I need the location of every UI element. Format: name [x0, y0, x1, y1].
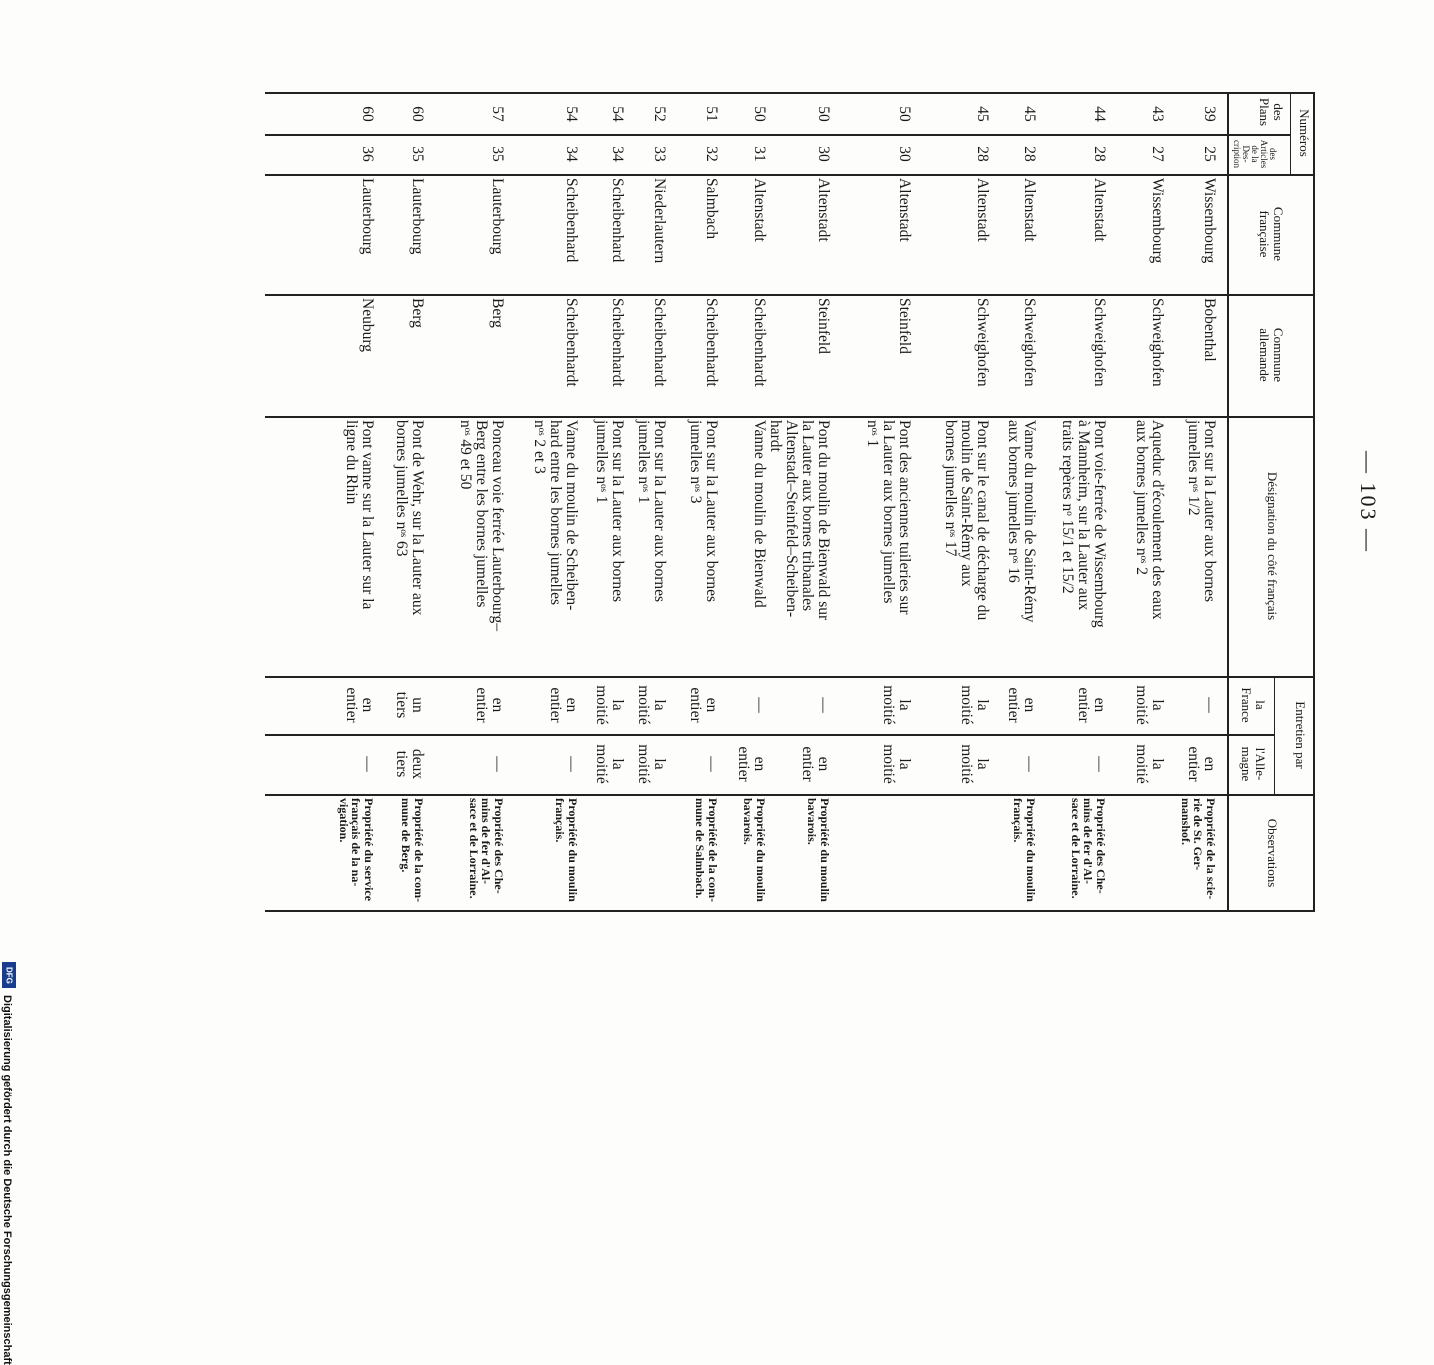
- cell-line: la: [609, 758, 626, 770]
- cell-line: —: [563, 756, 580, 772]
- cell-line: en: [563, 697, 580, 713]
- cell-line: Pont sur la Lauter aux bornes: [703, 420, 720, 603]
- cell-line: Pont sur le canal de décharge du: [974, 420, 991, 621]
- cell-line: manshof.: [1179, 798, 1193, 846]
- cell-line: Propriété de la scie-: [1204, 798, 1218, 900]
- description-table: [265, 92, 1315, 912]
- cell-line: entier: [799, 746, 816, 782]
- cell-line: 35: [489, 146, 506, 162]
- header-label: Articles: [1259, 139, 1269, 169]
- column-rule: [265, 416, 1315, 418]
- cell-line: bavarois.: [741, 798, 756, 845]
- cell-line: Schweighofen: [974, 298, 991, 387]
- column-rule: [265, 92, 1315, 94]
- cell-line: Scheibenhardt: [751, 298, 768, 387]
- cell-line: 35: [409, 146, 426, 162]
- cell-line: aux bornes jumelles nᵒˢ 16: [1005, 420, 1022, 583]
- cell-line: 54: [609, 106, 626, 122]
- cell-line: vigation.: [337, 798, 351, 843]
- cell-line: Altenstadt: [896, 178, 913, 242]
- cell-line: 27: [1149, 146, 1166, 162]
- cell-line: Scheibenhardt: [609, 298, 626, 387]
- cell-line: 54: [563, 106, 580, 122]
- header-label: Numéros: [1297, 109, 1312, 157]
- cell-line: la: [974, 758, 991, 770]
- cell-line: Bobenthal: [1201, 298, 1218, 362]
- column-rule: [265, 294, 1315, 296]
- cell-line: Pont du moulin de Bienwald sur: [815, 420, 832, 621]
- cell-line: la: [651, 699, 668, 711]
- header-label: allemande: [1257, 328, 1272, 382]
- cell-line: —: [359, 756, 376, 772]
- cell-line: 28: [1021, 146, 1038, 162]
- cell-line: sace et de Lorraine.: [1069, 798, 1083, 899]
- cell-line: 36: [359, 146, 376, 162]
- cell-line: français de la na-: [349, 798, 364, 887]
- cell-line: entier: [1185, 746, 1202, 782]
- cell-line: 50: [896, 106, 913, 122]
- cell-line: 52: [651, 106, 668, 122]
- cell-line: —: [751, 697, 768, 713]
- cell-line: Schweighofen: [1091, 298, 1108, 387]
- cell-line: Schweighofen: [1021, 298, 1038, 387]
- cell-line: Propriété des Che-: [492, 798, 506, 894]
- header-label: Des-: [1241, 145, 1251, 163]
- cell-line: français.: [1011, 798, 1026, 843]
- cell-line: la: [651, 758, 668, 770]
- cell-line: traits repères nᵒ 15/1 et 15/2: [1059, 420, 1076, 594]
- cell-line: moitié: [880, 744, 897, 784]
- header-label: des: [1271, 103, 1286, 121]
- cell-line: moitié: [635, 744, 652, 784]
- cell-line: Altenstadt: [815, 178, 832, 242]
- header-subrule: [1290, 92, 1291, 174]
- cell-line: —: [703, 756, 720, 772]
- cell-line: nᵒˢ 1: [864, 420, 881, 448]
- cell-line: Vanne du moulin de Bienwald: [751, 420, 768, 608]
- cell-line: 51: [703, 106, 720, 122]
- header-label: France: [1239, 687, 1254, 723]
- cell-line: Pont sur la Lauter aux bornes: [651, 420, 668, 603]
- cell-line: entier: [735, 746, 752, 782]
- cell-line: Pont des anciennes tuileries sur: [896, 420, 913, 615]
- cell-line: 31: [751, 146, 768, 162]
- cell-line: la: [609, 699, 626, 711]
- cell-line: Altenstadt: [1091, 178, 1108, 242]
- cell-line: Altenstadt: [974, 178, 991, 242]
- cell-line: 28: [1091, 146, 1108, 162]
- cell-line: Vanne du moulin de Scheiben-: [563, 420, 580, 611]
- cell-line: sace et de Lorraine.: [467, 798, 481, 899]
- cell-line: jumelles nᵒˢ 1: [635, 420, 652, 504]
- cell-line: Aqueduc d'écoulement des eaux: [1149, 420, 1166, 620]
- header-label: Entretien par: [1293, 701, 1308, 769]
- cell-line: 45: [1021, 106, 1038, 122]
- cell-line: Propriété du moulin: [566, 798, 580, 902]
- cell-line: la: [974, 699, 991, 711]
- cell-line: jumelles nᵒˢ 1: [593, 420, 610, 504]
- cell-line: jumelles nᵒˢ 1/2: [1185, 420, 1202, 516]
- cell-line: moitié: [593, 744, 610, 784]
- cell-line: en: [489, 697, 506, 713]
- cell-line: entier: [687, 687, 704, 723]
- cell-line: moitié: [958, 744, 975, 784]
- cell-line: français.: [553, 798, 568, 843]
- cell-line: Berg: [489, 298, 506, 328]
- cell-line: Pont sur la Lauter aux bornes: [1201, 420, 1218, 603]
- cell-line: la: [1149, 758, 1166, 770]
- dfg-logo: DFG: [2, 962, 16, 988]
- header-label: française: [1257, 210, 1272, 258]
- cell-line: la: [896, 758, 913, 770]
- cell-line: 33: [651, 146, 668, 162]
- cell-line: 34: [563, 146, 580, 162]
- cell-line: la Lauter aux bornes tribanales: [799, 420, 816, 612]
- table-rule: [1227, 92, 1229, 912]
- header-label: de la: [1250, 145, 1260, 163]
- header-label: la: [1253, 700, 1268, 710]
- cell-line: Lauterbourg: [359, 178, 376, 255]
- table-header: [1229, 92, 1315, 912]
- cell-line: mins de fer d'Al-: [1081, 798, 1096, 885]
- cell-line: Scheibenhardt: [651, 298, 668, 387]
- header-label: Plans: [1257, 97, 1272, 127]
- cell-line: la: [1149, 699, 1166, 711]
- cell-line: mune de Salmbach.: [693, 798, 708, 899]
- cell-line: en: [359, 697, 376, 713]
- cell-line: Salmbach: [703, 178, 720, 240]
- cell-line: mins de fer d'Al-: [479, 798, 494, 885]
- cell-line: Propriété de la com-: [412, 798, 426, 903]
- cell-line: 25: [1201, 146, 1218, 162]
- cell-line: Scheibenhard: [609, 178, 626, 263]
- cell-line: moulin de Saint-Rémy aux: [958, 420, 975, 587]
- cell-line: —: [1201, 697, 1218, 713]
- header-label: magne: [1239, 746, 1254, 782]
- cell-line: 28: [974, 146, 991, 162]
- cell-line: 30: [815, 146, 832, 162]
- cell-line: Berg: [409, 298, 426, 328]
- cell-line: moitié: [1133, 685, 1150, 725]
- cell-line: moitié: [958, 685, 975, 725]
- cell-line: en: [815, 756, 832, 772]
- cell-line: en: [1201, 756, 1218, 772]
- cell-line: —: [1021, 756, 1038, 772]
- cell-line: Schweighofen: [1149, 298, 1166, 387]
- cell-line: hardt: [767, 420, 784, 452]
- header-label: cription: [1232, 140, 1242, 168]
- cell-line: Scheibenhardt: [703, 298, 720, 387]
- cell-line: moitié: [593, 685, 610, 725]
- cell-line: 60: [409, 106, 426, 122]
- cell-line: aux bornes jumelles nᵒˢ 2: [1133, 420, 1150, 575]
- cell-line: Berg entre les bornes jumelles: [473, 420, 490, 608]
- cell-line: Propriété de la com-: [706, 798, 720, 903]
- cell-line: 50: [815, 106, 832, 122]
- cell-line: 39: [1201, 106, 1218, 122]
- cell-line: rie de St. Ger-: [1191, 798, 1206, 871]
- cell-line: nᵒˢ 2 et 3: [531, 420, 548, 474]
- cell-line: Pont voie-ferrée de Wissembourg: [1091, 420, 1108, 628]
- cell-line: entier: [1005, 687, 1022, 723]
- cell-line: Propriété du moulin: [1024, 798, 1038, 902]
- digitization-credit: Digitalisierung gefördert durch die Deutsche Forschungsgemeinschaft: [1, 995, 13, 1365]
- table-rule: [1313, 92, 1315, 912]
- cell-line: en: [1021, 697, 1038, 713]
- cell-line: Altenstadt–Steinfeld–Scheiben-: [783, 420, 800, 618]
- cell-line: Pont vanne sur la Lauter sur la: [359, 420, 376, 610]
- cell-line: hard entre les bornes jumelles: [547, 420, 564, 606]
- cell-line: —: [815, 697, 832, 713]
- cell-line: bornes jumelles nᵒˢ 63: [393, 420, 410, 557]
- cell-line: 30: [896, 146, 913, 162]
- cell-line: 34: [609, 146, 626, 162]
- cell-line: moitié: [1133, 744, 1150, 784]
- cell-line: Propriété du service: [362, 798, 376, 902]
- cell-line: entier: [1075, 687, 1092, 723]
- cell-line: Altenstadt: [1021, 178, 1038, 242]
- cell-line: 57: [489, 106, 506, 122]
- cell-line: jumelles nᵒˢ 3: [687, 420, 704, 504]
- cell-line: un: [409, 697, 426, 713]
- cell-line: ligne du Rhin: [343, 420, 360, 505]
- cell-line: Lauterbourg: [489, 178, 506, 255]
- cell-line: entier: [343, 687, 360, 723]
- cell-line: moitié: [635, 685, 652, 725]
- cell-line: la: [896, 699, 913, 711]
- cell-line: tiers: [393, 691, 410, 719]
- cell-line: mune de Berg.: [399, 798, 414, 873]
- cell-line: Vanne du moulin de Saint-Rémy: [1021, 420, 1038, 623]
- page-number: — 103 —: [1356, 451, 1381, 553]
- cell-line: 45: [974, 106, 991, 122]
- cell-line: Altenstadt: [751, 178, 768, 242]
- cell-line: Steinfeld: [896, 298, 913, 354]
- cell-line: Lauterbourg: [409, 178, 426, 255]
- cell-line: Wissembourg: [1149, 178, 1166, 264]
- cell-line: 32: [703, 146, 720, 162]
- cell-line: Neuburg: [359, 298, 376, 352]
- cell-line: —: [1091, 756, 1108, 772]
- cell-line: Pont sur la Lauter aux bornes: [609, 420, 626, 603]
- cell-line: Ponceau voie ferrée Lauterbourg–: [489, 420, 506, 632]
- cell-line: tiers: [393, 750, 410, 778]
- column-rule: [265, 794, 1315, 796]
- cell-line: —: [489, 756, 506, 772]
- column-rule: [265, 910, 1315, 912]
- cell-line: bornes jumelles nᵒˢ 17: [942, 420, 959, 557]
- cell-line: 44: [1091, 106, 1108, 122]
- cell-line: Scheibenhardt: [563, 298, 580, 387]
- cell-line: Wissembourg: [1201, 178, 1218, 264]
- header-label: l'Alle-: [1253, 747, 1268, 781]
- header-label: des: [1268, 148, 1278, 160]
- cell-line: entier: [547, 687, 564, 723]
- header-label: Observations: [1265, 818, 1280, 888]
- cell-line: Propriété du moulin: [754, 798, 768, 902]
- header-label: Commune: [1271, 206, 1286, 262]
- cell-line: Pont de Wehr, sur la Lauter aux: [409, 420, 426, 616]
- cell-line: moitié: [880, 685, 897, 725]
- cell-line: en: [751, 756, 768, 772]
- cell-line: Propriété des Che-: [1094, 798, 1108, 894]
- cell-line: Scheibenhard: [563, 178, 580, 263]
- cell-line: à Mannheim, sur la Lauter aux: [1075, 420, 1092, 611]
- cell-line: 60: [359, 106, 376, 122]
- header-label: Désignation du côté français: [1265, 471, 1280, 621]
- cell-line: en: [1091, 697, 1108, 713]
- cell-line: nᵒˢ 49 et 50: [457, 420, 474, 490]
- column-rule: [265, 174, 1315, 176]
- cell-line: bavarois.: [805, 798, 820, 845]
- cell-line: entier: [473, 687, 490, 723]
- header-label: Commune: [1271, 327, 1286, 383]
- rotated-page: [265, 92, 1381, 912]
- cell-line: Propriété du moulin: [818, 798, 832, 902]
- cell-line: 50: [751, 106, 768, 122]
- cell-line: Niederlautern: [651, 178, 668, 264]
- cell-line: la Lauter aux bornes jumelles: [880, 420, 897, 604]
- cell-line: 43: [1149, 106, 1166, 122]
- cell-line: en: [703, 697, 720, 713]
- cell-line: deux: [409, 748, 426, 780]
- cell-line: Steinfeld: [815, 298, 832, 354]
